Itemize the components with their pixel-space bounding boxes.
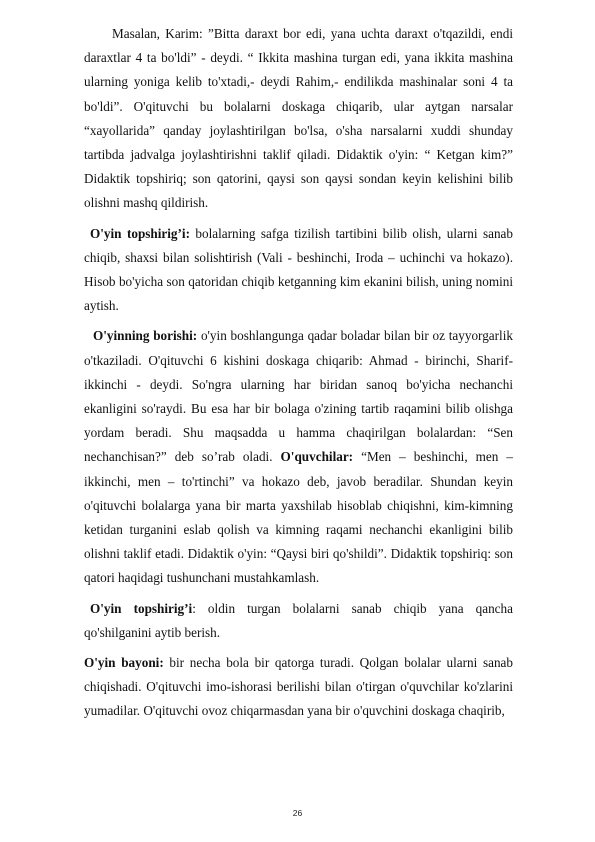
paragraph-game-description <box>84 651 513 724</box>
paragraph-text-continued: “Men – beshinchi, men – ikkinchi, men – to'rtinchi” va hokazo deb, javob beradilar. Shundan keyin o'qituvchi bolalarga yana bir marta yaxshilab hisoblab chiqishni, kim-kimning ketidan turganini eslab qolish va kimning raqami nechanchi ekanligini bilib olishni taklif etadi. Didaktik o'yin: “Qaysi biri qo'shildi”. Didaktik topshiriq: son qatori haqidagi tushunchani mustahkamlash. <box>84 449 513 586</box>
paragraph-game-progress <box>84 324 513 590</box>
paragraph-heading: O'yin bayoni: <box>84 655 164 671</box>
paragraph-example <box>84 22 513 216</box>
paragraph-text: bir necha bola bir qatorga turadi. Qolgan bolalar ularni sanab chiqishadi. O'qituvchi imo-ishorasi berilishi bilan o'tirgan o'quvchilar ko'zlarini yumadilar. O'qituvchi ovoz chiqarmasdan yana bir o'quvchini doskaga chaqirib, <box>84 655 513 719</box>
paragraph-subheading: O'quvchilar: <box>272 449 354 465</box>
paragraph-game-task <box>84 222 513 319</box>
page-number: 26 <box>292 808 303 818</box>
body-text <box>84 22 513 730</box>
paragraph-text: Masalan, Karim: ”Bitta daraxt bor edi, yana uchta daraxt o'tqazildi, endi daraxtlar 4 ta bo'ldi” - deydi. “ Ikkita mashina turgan edi, yana ikkita mashina ularning yoniga kelib to'xtadi,- deydi Rahim,- endilikda mashinalar soni 4 ta bo'ldi”. O'qituvchi bu bolalarni doskaga chiqarib, ular aytgan narsalar “xayollarida” qanday joylashtirilgan bo'lsa, o'sha narsalarni xuddi shunday tartibda jadvalga joylashtirishni taklif qiladi. Didaktik o'yin: “ Ketgan kim?” Didaktik topshiriq; son qatorini, qaysi son qaysi sondan keyin kelishini bilib olishni mashq qildirish. <box>84 26 513 211</box>
paragraph-heading: O'yin topshirig’i <box>90 600 193 616</box>
paragraph-text: bolalarning safga tizilish tartibini bilib olish, ularni sanab chiqib, shaxsi bilan solishtirish (Vali - beshinchi, Iroda – uchinchi va hokazo). Hisob bo'yicha son qatoridan chiqib ketganning kim ekanini bilish, uning nomini aytish. <box>84 225 513 314</box>
paragraph-text: : oldin turgan bolalarni sanab chiqib yana qancha qo'shilganini aytib berish. <box>84 600 513 640</box>
paragraph-heading: O'yin topshirig’i: <box>90 225 190 241</box>
paragraph-game-task-2 <box>84 597 513 645</box>
paragraph-heading: O'yinning borishi: <box>93 328 198 344</box>
paragraph-text: o'yin boshlangunga qadar boladar bilan bir oz tayyorgarlik o'tkaziladi. O'qituvchi 6 kishini doskaga chiqarib: Ahmad - birinchi, Sharif-ikkinchi - deydi. So'ngra ularning har biridan sanoq bo'yicha nechanchi ekanligini so'raydi. Bu esa har bir bolaga o'zining tartib raqamini bilib olishga yordam beradi. Shu maqsadda u hamma chaqirilgan bolalardan: “Sen nechanchisan?” deb so’rab oladi. <box>84 328 513 465</box>
